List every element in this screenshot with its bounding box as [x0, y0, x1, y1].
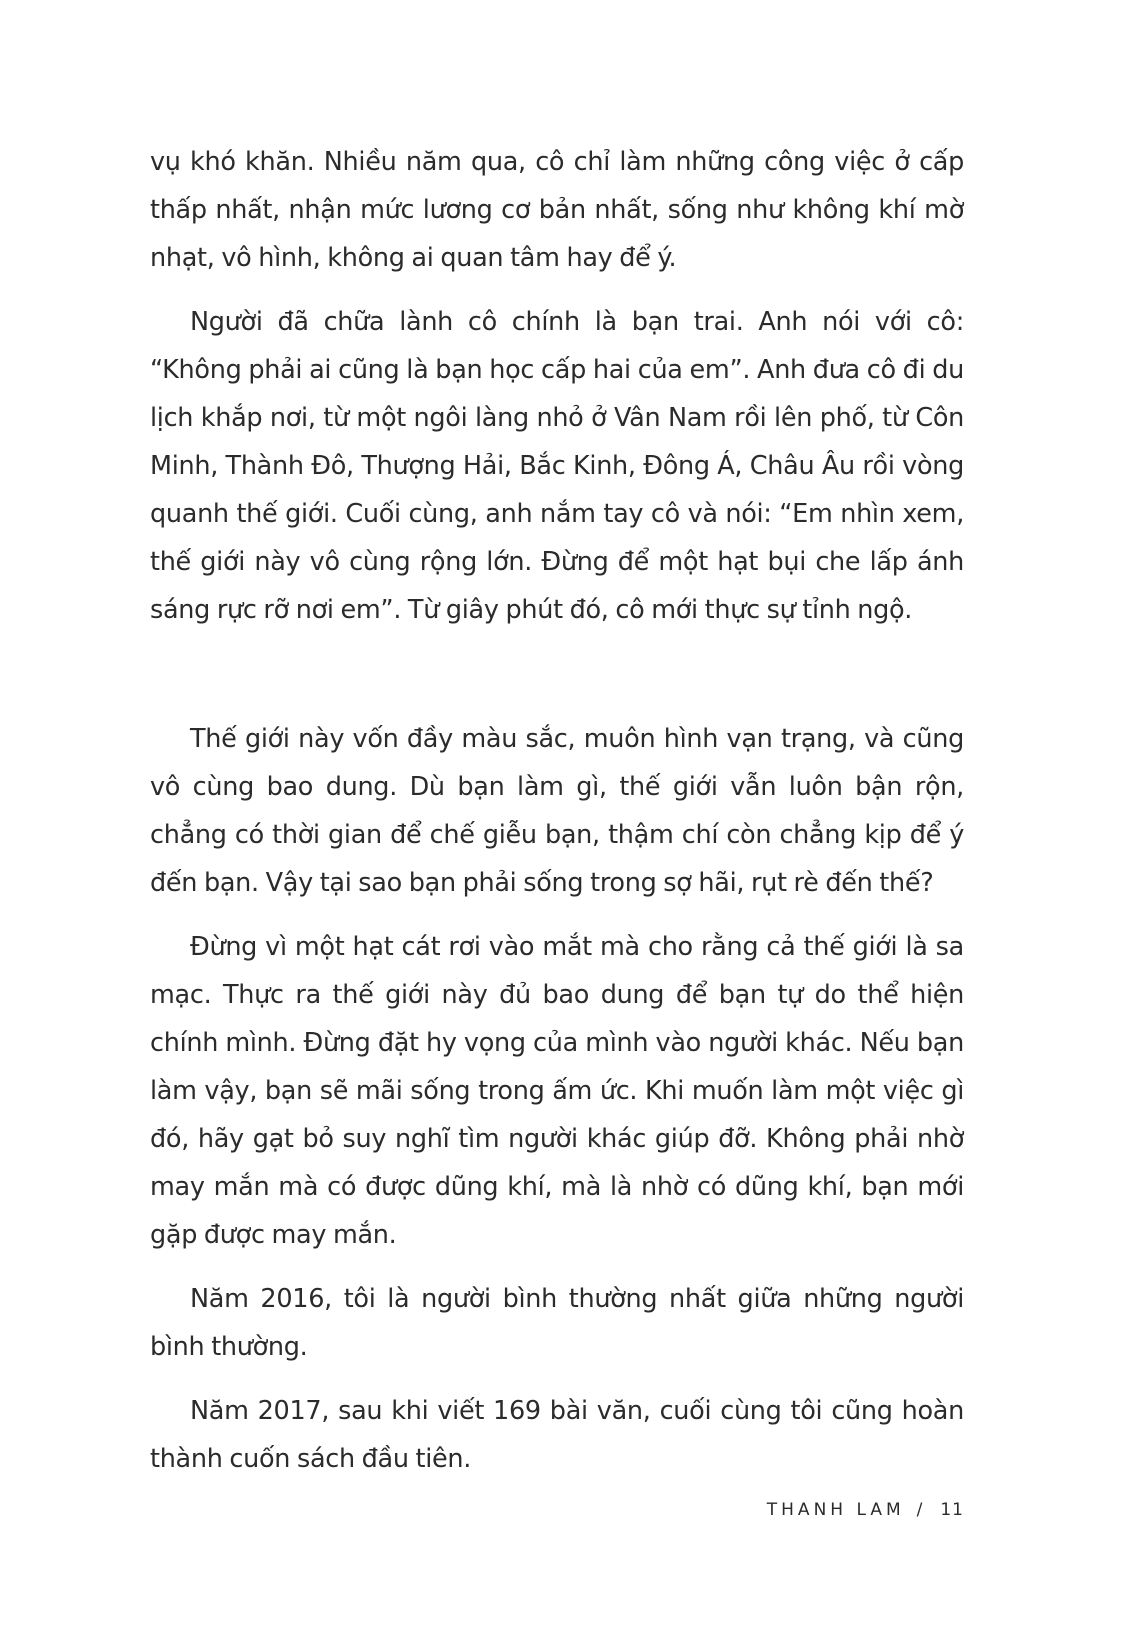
paragraph: Người đã chữa lành cô chính là bạn trai. Anh nói với cô: “Không phải ai cũng là bạn học cấp hai của em”. Anh đưa cô đi du lịch khắp nơi, từ một ngôi làng nhỏ ở Vân Nam rồi lên phố, từ Côn Minh, Thành Đô, Thượng Hải, Bắc Kinh, Đông Á, Châu Âu rồi vòng quanh thế giới. Cuối cùng, anh nắm tay cô và nói: “Em nhìn xem, thế giới này vô cùng rộng lớn. Đừng để một hạt bụi che lấp ánh sáng rực rỡ nơi em”. Từ giây phút đó, cô mới thực sự tỉnh ngộ.: [150, 307, 964, 625]
page-number: 11: [940, 1500, 964, 1520]
text-section-1: [150, 138, 964, 634]
footer-author: THANH LAM: [766, 1500, 905, 1520]
paragraph: Thế giới này vốn đầy màu sắc, muôn hình vạn trạng, và cũng vô cùng bao dung. Dù bạn làm gì, thế giới vẫn luôn bận rộn, chẳng có thời gian để chế giễu bạn, thậm chí còn chẳng kịp để ý đến bạn. Vậy tại sao bạn phải sống trong sợ hãi, rụt rè đến thế?: [150, 724, 964, 898]
page-footer: [767, 1500, 964, 1520]
text-section-2: [150, 715, 964, 1483]
paragraph: Năm 2017, sau khi viết 169 bài văn, cuối cùng tôi cũng hoàn thành cuốn sách đầu tiên.: [150, 1396, 964, 1474]
paragraph: Đừng vì một hạt cát rơi vào mắt mà cho rằng cả thế giới là sa mạc. Thực ra thế giới này đủ bao dung để bạn tự do thể hiện chính mình. Đừng đặt hy vọng của mình vào người khác. Nếu bạn làm vậy, bạn sẽ mãi sống trong ấm ức. Khi muốn làm một việc gì đó, hãy gạt bỏ suy nghĩ tìm người khác giúp đỡ. Không phải nhờ may mắn mà có được dũng khí, mà là nhờ có dũng khí, bạn mới gặp được may mắn.: [150, 932, 964, 1250]
paragraph: Năm 2016, tôi là người bình thường nhất giữa những người bình thường.: [150, 1284, 964, 1362]
footer-separator: /: [916, 1500, 923, 1520]
paragraph-continued: vụ khó khăn. Nhiều năm qua, cô chỉ làm những công việc ở cấp thấp nhất, nhận mức lương cơ bản nhất, sống như không khí mờ nhạt, vô hình, không ai quan tâm hay để ý.: [150, 147, 964, 273]
